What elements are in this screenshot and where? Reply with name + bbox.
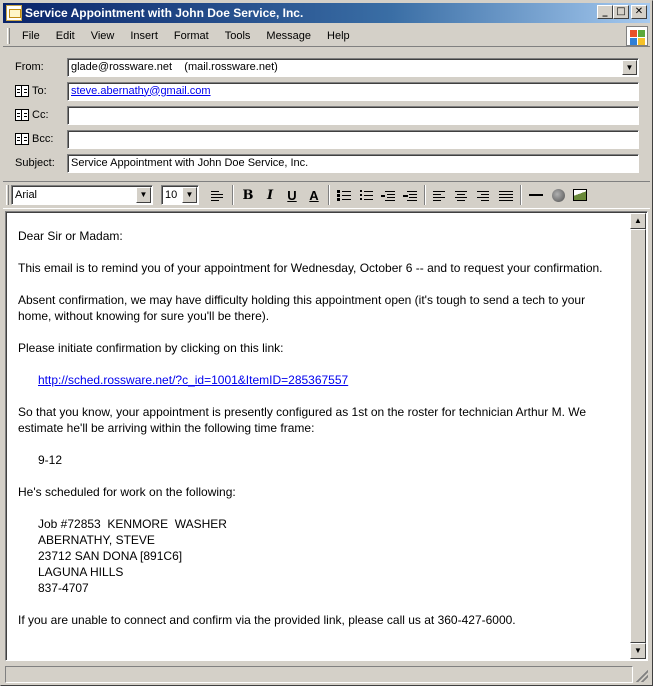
formatting-toolbar bbox=[3, 181, 650, 209]
cc-field[interactable] bbox=[67, 106, 639, 125]
increase-indent-icon[interactable] bbox=[399, 184, 421, 206]
job-line: ABERNATHY, STEVE bbox=[38, 533, 155, 547]
close-button[interactable]: ✕ bbox=[631, 5, 647, 19]
reminder-paragraph: This email is to remind you of your appointment for Wednesday, October 6 -- and to request your confirmation. bbox=[18, 261, 603, 275]
toolbar-separator bbox=[424, 185, 426, 205]
italic-button[interactable]: I bbox=[266, 187, 274, 203]
font-size-dropdown-button[interactable]: ▼ bbox=[182, 187, 197, 203]
from-row bbox=[3, 56, 650, 78]
cc-label: Cc: bbox=[32, 109, 49, 121]
cc-row bbox=[3, 104, 650, 126]
to-label: To: bbox=[32, 85, 47, 97]
scroll-up-button[interactable]: ▲ bbox=[630, 213, 646, 229]
font-dropdown-button[interactable]: ▼ bbox=[136, 187, 151, 203]
subject-field[interactable]: Service Appointment with John Doe Service, Inc. bbox=[67, 154, 639, 173]
status-panel bbox=[5, 666, 633, 683]
time-frame: 9-12 bbox=[38, 453, 63, 467]
from-dropdown-button[interactable]: ▼ bbox=[622, 60, 637, 75]
from-label: From: bbox=[15, 61, 44, 73]
paragraph-style-icon[interactable] bbox=[207, 184, 229, 206]
menu-help[interactable]: Help bbox=[327, 29, 350, 42]
justify-icon[interactable] bbox=[495, 184, 517, 206]
font-value: Arial bbox=[15, 189, 38, 201]
address-book-icon[interactable] bbox=[15, 133, 29, 145]
bcc-row bbox=[3, 128, 650, 150]
status-bar bbox=[3, 664, 650, 684]
bold-button[interactable]: B bbox=[242, 187, 254, 203]
contact-paragraph: If you are unable to connect and confirm via the provided link, please call us at 360-427-6000. bbox=[18, 613, 516, 627]
bcc-field[interactable] bbox=[67, 130, 639, 149]
menu-grip[interactable] bbox=[7, 28, 10, 44]
align-center-icon[interactable] bbox=[451, 184, 473, 206]
toolbar-grip[interactable] bbox=[6, 185, 9, 205]
toolbar-separator bbox=[520, 185, 522, 205]
job-line: 837-4707 bbox=[38, 581, 89, 595]
bcc-label: Bcc: bbox=[32, 133, 54, 145]
to-label-group[interactable] bbox=[15, 85, 47, 97]
mail-compose-icon bbox=[6, 5, 22, 21]
maximize-button[interactable]: □ bbox=[613, 5, 629, 19]
align-left-icon[interactable] bbox=[429, 184, 451, 206]
job-details bbox=[18, 516, 613, 596]
horizontal-line-icon[interactable] bbox=[525, 184, 547, 206]
cc-label-group[interactable] bbox=[15, 109, 49, 121]
message-header bbox=[3, 51, 650, 179]
font-size-select[interactable] bbox=[161, 185, 199, 205]
insert-hyperlink-icon[interactable] bbox=[547, 184, 569, 206]
toolbar-separator bbox=[232, 185, 234, 205]
menu-bar bbox=[3, 25, 650, 47]
confirmation-paragraph: Absent confirmation, we may have difficulty holding this appointment open (it's tough to send a tech to your home, without knowing for sure you'll be there). bbox=[18, 293, 586, 323]
to-row bbox=[3, 80, 650, 102]
link-instruction: Please initiate confirmation by clicking on this link: bbox=[18, 341, 284, 355]
font-select[interactable] bbox=[11, 185, 153, 205]
menu-tools[interactable]: Tools bbox=[224, 29, 251, 42]
to-field[interactable] bbox=[67, 82, 639, 101]
menu-edit[interactable]: Edit bbox=[55, 29, 75, 42]
job-line: Job #72853 KENMORE WASHER bbox=[38, 517, 227, 531]
subject-row bbox=[3, 152, 650, 174]
menu-format[interactable]: Format bbox=[173, 29, 209, 42]
scroll-thumb[interactable] bbox=[630, 229, 646, 643]
font-size-value: 10 bbox=[165, 189, 178, 201]
job-line: LAGUNA HILLS bbox=[38, 565, 124, 579]
decrease-indent-icon[interactable] bbox=[377, 184, 399, 206]
from-select[interactable] bbox=[67, 58, 639, 77]
greeting: Dear Sir or Madam: bbox=[18, 229, 123, 243]
address-book-icon[interactable] bbox=[15, 85, 29, 97]
scroll-down-button[interactable]: ▼ bbox=[630, 643, 646, 659]
message-content[interactable] bbox=[18, 228, 613, 644]
message-body[interactable] bbox=[5, 211, 648, 661]
menu-insert[interactable]: Insert bbox=[130, 29, 158, 42]
font-color-button[interactable]: A bbox=[309, 187, 319, 203]
numbered-list-icon[interactable] bbox=[333, 184, 355, 206]
align-right-icon[interactable] bbox=[473, 184, 495, 206]
insert-picture-icon[interactable] bbox=[569, 184, 591, 206]
menu-view[interactable]: View bbox=[90, 29, 115, 42]
menu-message[interactable]: Message bbox=[266, 29, 312, 42]
to-recipient[interactable]: steve.abernathy@gmail.com bbox=[71, 84, 211, 97]
vertical-scrollbar[interactable] bbox=[630, 213, 646, 659]
bulleted-list-icon[interactable] bbox=[355, 184, 377, 206]
windows-logo-icon bbox=[626, 26, 648, 46]
job-line: 23712 SAN DONA [891C6] bbox=[38, 549, 183, 563]
menu-file[interactable]: File bbox=[22, 29, 40, 42]
bcc-label-group[interactable] bbox=[15, 133, 53, 145]
work-intro: He's scheduled for work on the following: bbox=[18, 485, 236, 499]
subject-label: Subject: bbox=[15, 157, 55, 169]
address-book-icon[interactable] bbox=[15, 109, 29, 121]
minimize-button[interactable]: _ bbox=[597, 5, 613, 19]
toolbar-separator bbox=[328, 185, 330, 205]
resize-grip-icon[interactable] bbox=[636, 670, 648, 682]
from-value: glade@rossware.net (mail.rossware.net) bbox=[71, 60, 278, 73]
title-bar[interactable] bbox=[3, 3, 650, 23]
window-title: Service Appointment with John Doe Service, Inc. bbox=[25, 6, 304, 20]
confirmation-link[interactable]: http://sched.rossware.net/?c_id=1001&ItemID=285367557 bbox=[38, 373, 349, 387]
underline-button[interactable]: U bbox=[287, 187, 297, 203]
roster-paragraph: So that you know, your appointment is presently configured as 1st on the roster for technician Arthur M. We estimate he'll be arriving within the following time frame: bbox=[18, 405, 587, 435]
